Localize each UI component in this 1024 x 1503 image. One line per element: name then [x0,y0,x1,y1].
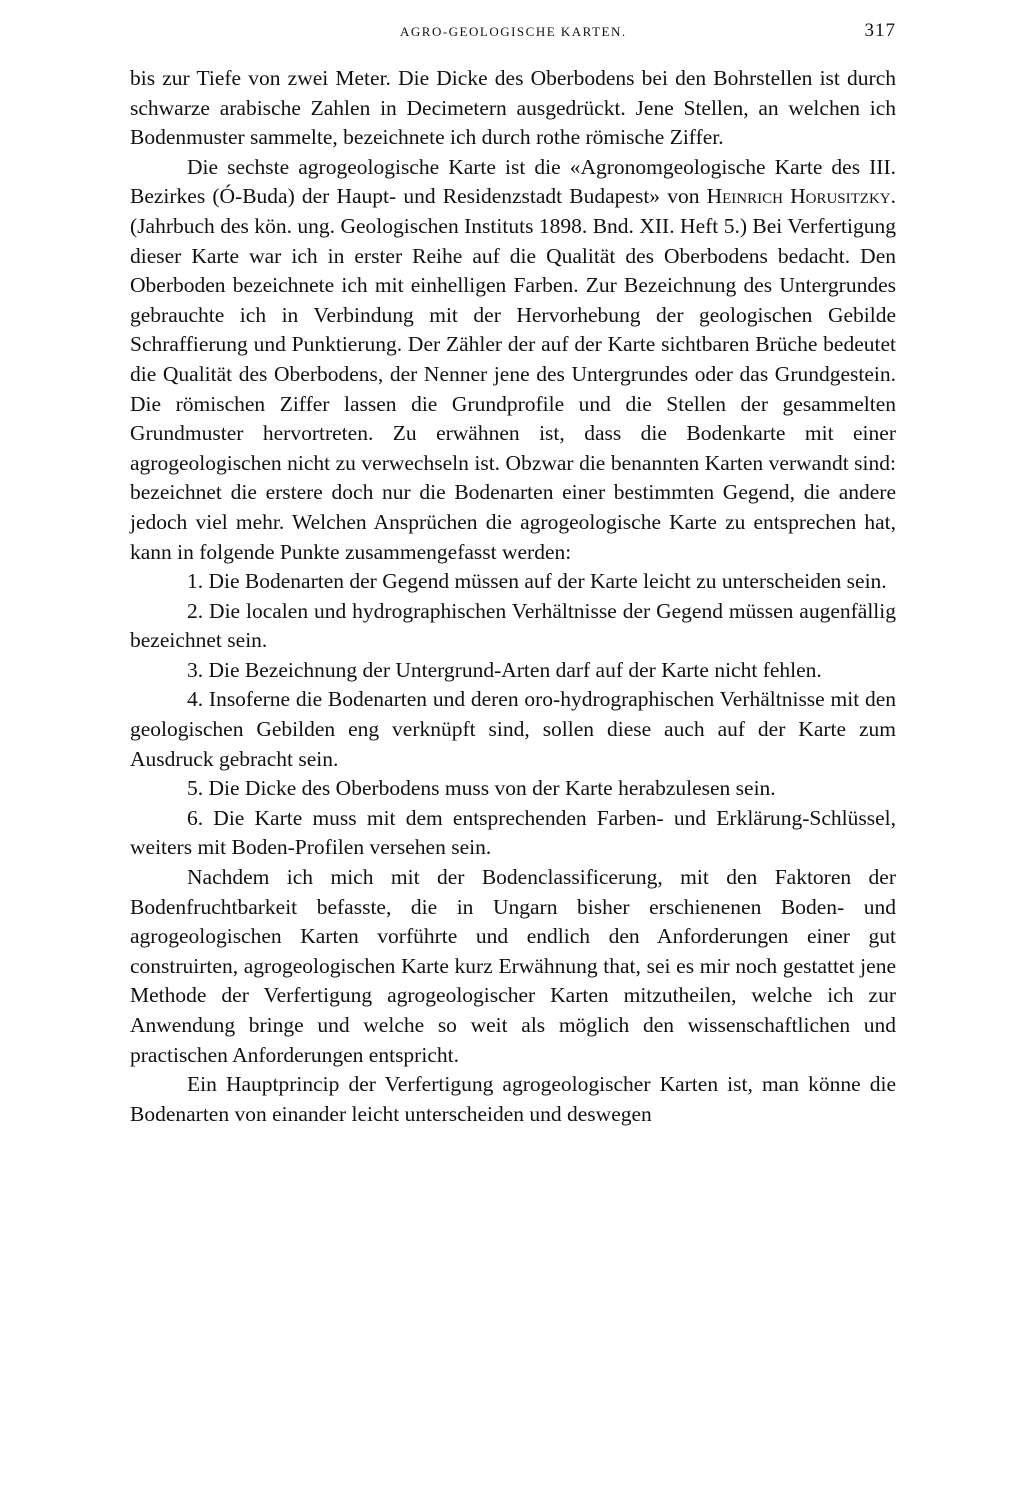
page [130,20,896,1129]
paragraph-2-text-before: Die sechste agrogeologische Karte ist die «Agronomgeologische Karte des III. Bezirkes (Ó-Buda) der Haupt- und Residenzstadt Budapest» von [130,154,896,209]
list-item-3: 3. Die Bezeichnung der Untergrund-Arten darf auf der Karte nicht fehlen. [187,657,822,682]
list-item-6: 6. Die Karte muss mit dem entsprechenden Farben- und Erklärung-Schlüssel, weiters mit Boden-Profilen versehen sein. [130,805,896,860]
list-item-2: 2. Die localen und hydrographischen Verhältnisse der Gegend müssen augenfällig bezeichnet sein. [130,598,896,653]
paragraph-4: Ein Hauptprincip der Verfertigung agrogeologischer Karten ist, man könne die Bodenarten von einander leicht unterscheiden und deswegen [130,1072,896,1126]
running-header [130,20,896,50]
page-number: 317 [864,20,896,41]
body-text [130,64,896,1129]
list-item-4: 4. Insoferne die Bodenarten und deren oro-hydrographischen Verhältnisse mit den geologischen Gebilden eng verknüpft sind, sollen diese auch auf der Karte zum Ausdruck gebracht sein. [130,687,896,771]
paragraph-2 [130,153,896,567]
running-title: AGRO-GEOLOGISCHE KARTEN. [400,24,627,39]
paragraph-2-text-after: (Jahrbuch des kön. ung. Geologischen Instituts 1898. Bnd. XII. Heft 5.) Bei Verfertigung dieser Karte war ich in erster Reihe auf die Qualität des Oberbodens bedacht. Den Oberboden bezeichnete ich mit einhelligen Farben. Zur Bezeichnung des Untergrundes gebrauchte ich in Verbindung mit der Hervorhebung der geologischen Gebilde Schraffierung und Punktierung. Der Zähler der auf der Karte sichtbaren Brüche bedeutet die Qualität des Oberbodens, der Nenner jene des Untergrundes oder das Grundgestein. Die römischen Ziffer lassen die Grundprofile und die Stellen der gesammelten Grundmuster hervortreten. Zu erwähnen ist, dass die Bodenkarte mit einer agrogeologischen nicht zu verwechseln ist. Obzwar die benannten Karten verwandt sind: bezeichnet die erstere doch nur die Bodenarten einer bestimmten Gegend, die andere jedoch viel mehr. Welchen Ansprüchen die agrogeologische Karte zu entsprechen hat, kann in folgende Punkte zusammengefasst werden: [130,213,896,564]
author-name: Heinrich Horusitzky. [706,184,897,209]
list-item-1: 1. Die Bodenarten der Gegend müssen auf der Karte leicht zu unterscheiden sein. [187,569,887,594]
paragraph-3: Nachdem ich mich mit der Bodenclassificerung, mit den Faktoren der Bodenfruchtbarkeit befasste, die in Ungarn bisher erschienenen Boden- und agrogeologischen Karten vorführte und endlich den Anforderungen einer gut construirten, agrogeologischen Karte kurz Erwähnung that, sei es mir noch gestattet jene Methode der Verfertigung agrogeologischer Karten mitzutheilen, welche ich zur Anwendung bringe und welche so weit als möglich den wissenschaftlichen und practischen Anforderungen entspricht. [130,865,896,1067]
list-item-5: 5. Die Dicke des Oberbodens muss von der Karte herabzulesen sein. [187,776,776,801]
paragraph-1: bis zur Tiefe von zwei Meter. Die Dicke des Oberbodens bei den Bohrstellen ist durch schwarze arabische Zahlen in Decimetern ausgedrückt. Jene Stellen, an welchen ich Bodenmuster sammelte, bezeichnete ich durch rothe römische Ziffer. [130,66,896,150]
